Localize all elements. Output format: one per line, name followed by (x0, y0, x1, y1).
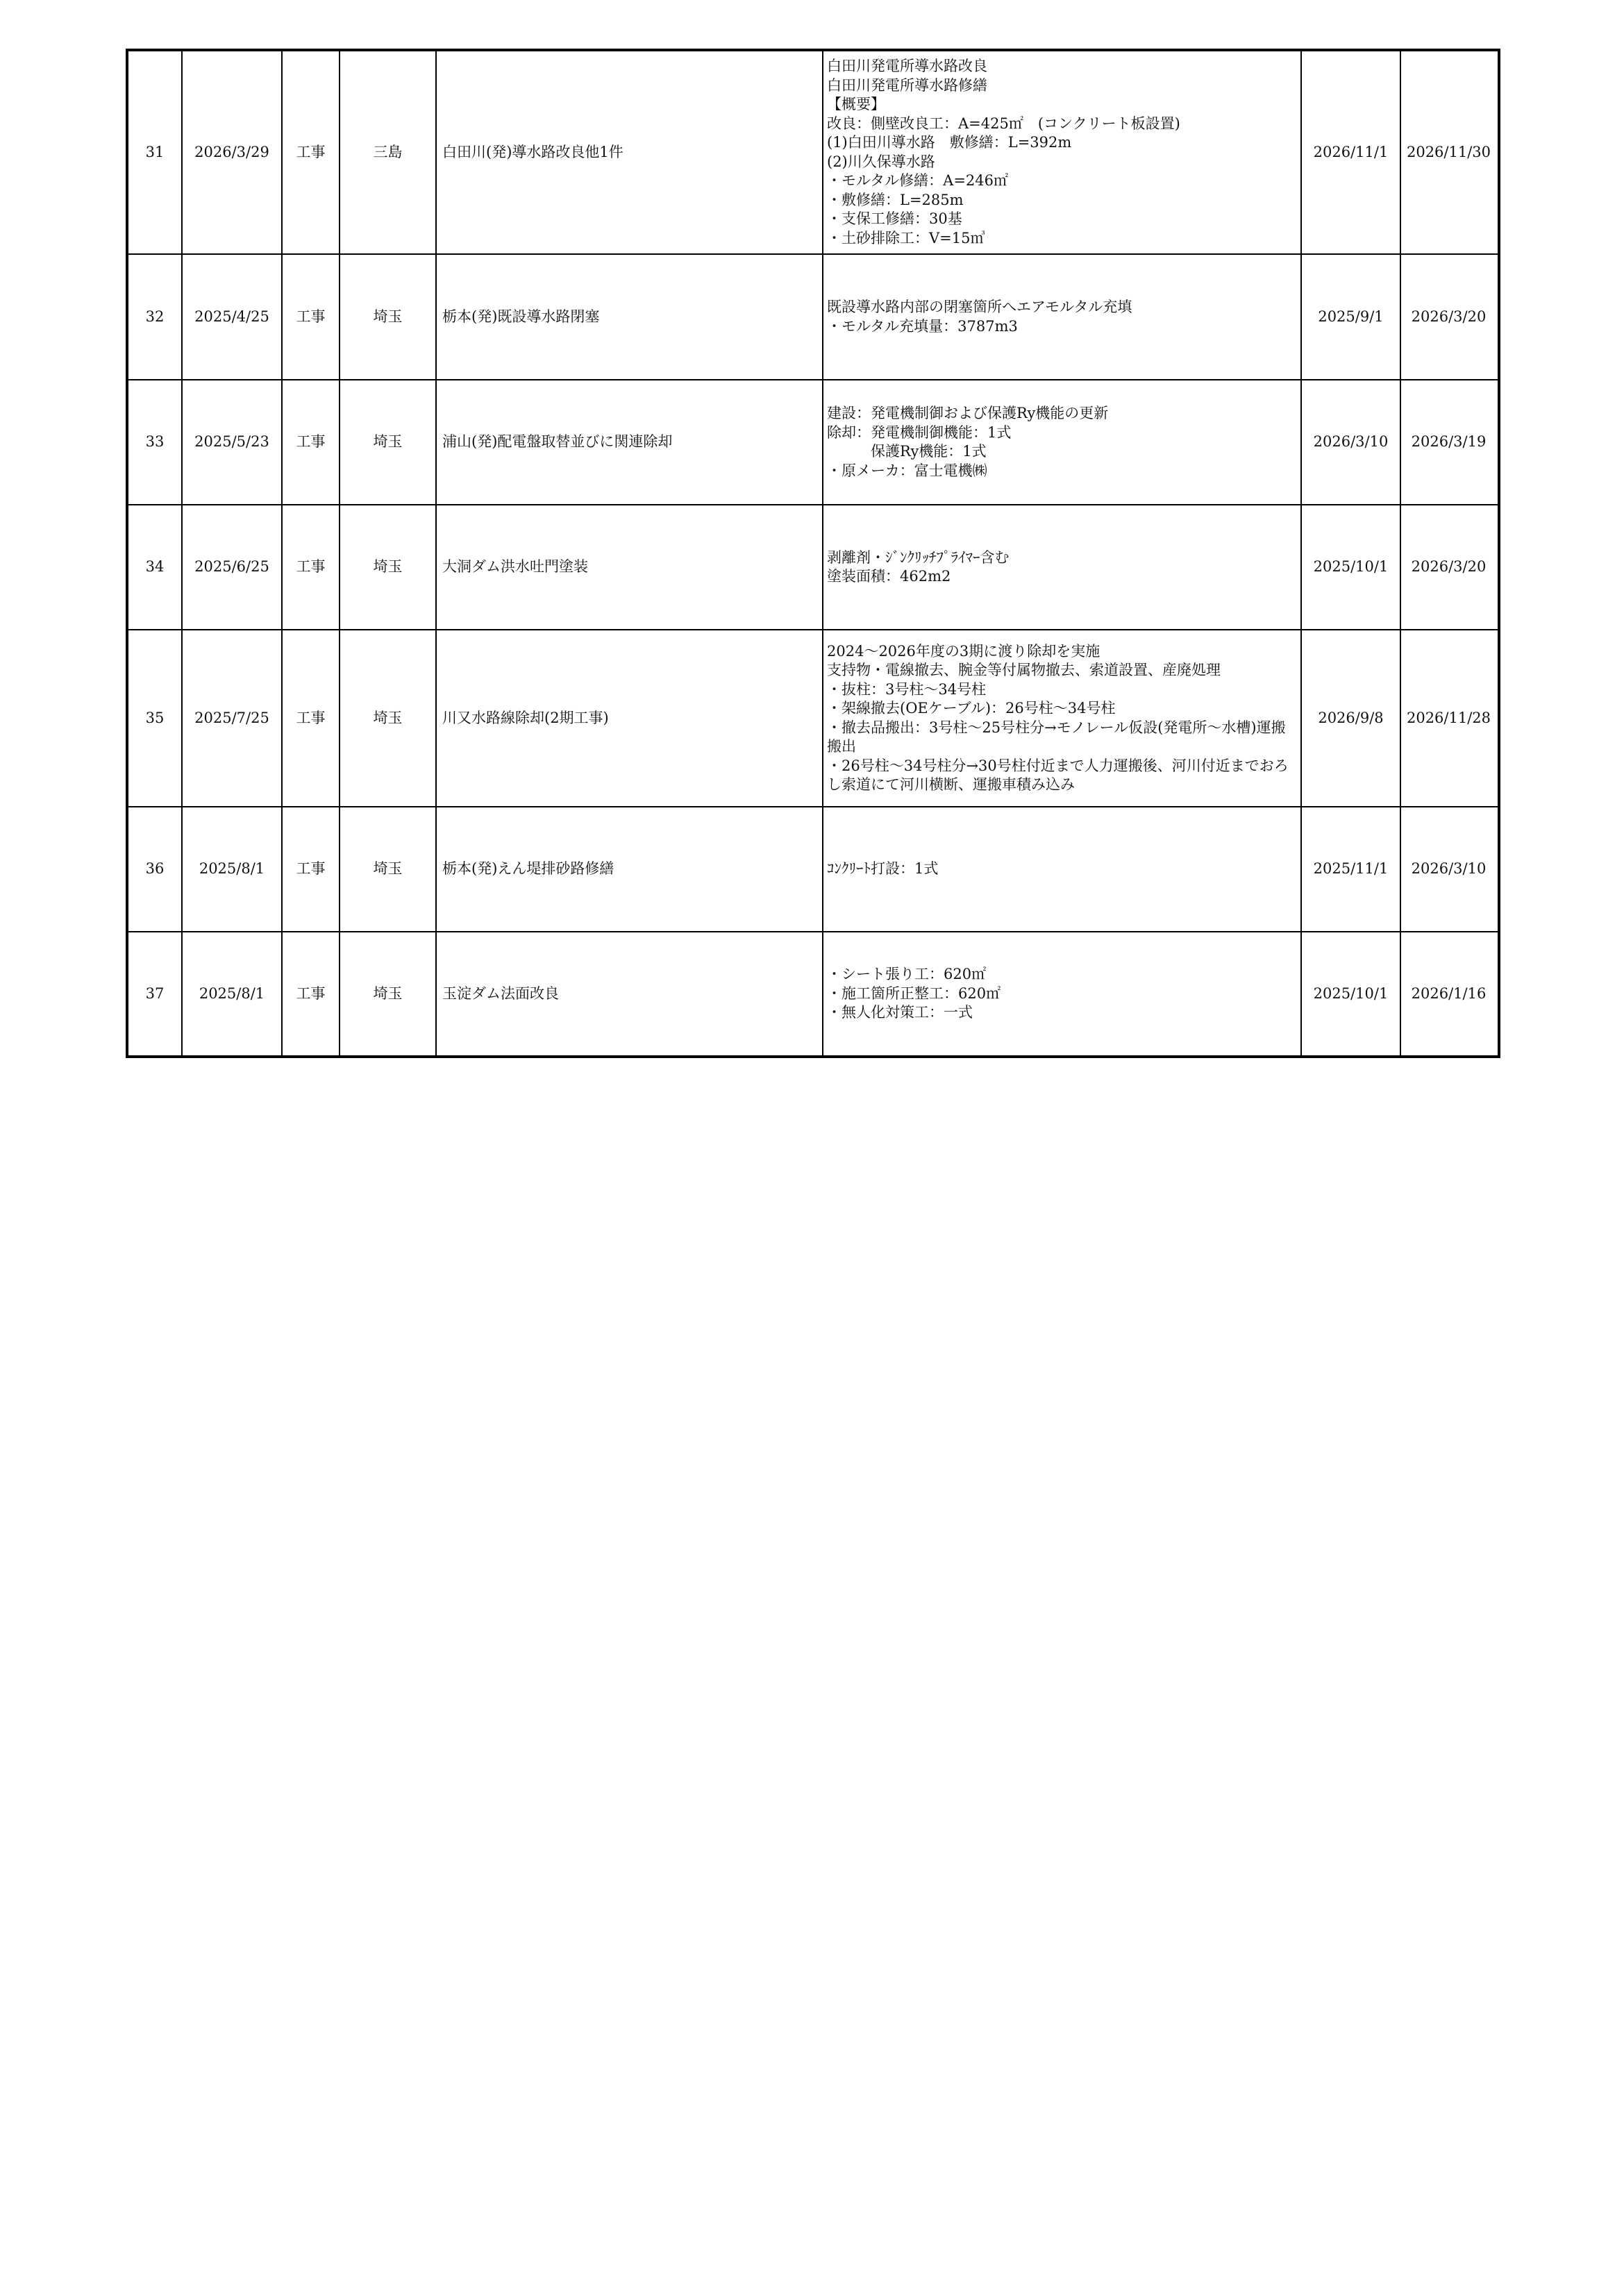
project-name-cell: 玉淀ダム法面改良 (436, 932, 823, 1057)
project-detail-cell: 建設：発電機制御および保護Ry機能の更新 除却：発電機制御機能：1式 保護Ry機能：1式 ・原メーカ：富士電機㈱ (823, 380, 1301, 505)
project-name-cell: 栃本(発)既設導水路閉塞 (436, 254, 823, 380)
start-date-cell: 2025/10/1 (1301, 932, 1400, 1057)
row-number-cell: 35 (127, 630, 182, 807)
work-type-cell: 工事 (282, 807, 340, 932)
area-name-cell: 埼玉 (340, 505, 436, 630)
project-detail-cell: ｺﾝｸﾘｰﾄ打設：1式 (823, 807, 1301, 932)
project-detail-cell: 剥離剤・ｼﾞﾝｸﾘｯﾁﾌﾟﾗｲﾏｰ含む 塗装面積：462m2 (823, 505, 1301, 630)
project-name-cell: 川又水路線除却(2期工事) (436, 630, 823, 807)
project-detail-cell: ・シート張り工：620㎡ ・施工箇所正整工：620㎡ ・無人化対策工：一式 (823, 932, 1301, 1057)
registration-date-cell: 2026/3/29 (182, 50, 282, 254)
project-name-cell: 栃本(発)えん堤排砂路修繕 (436, 807, 823, 932)
registration-date-cell: 2025/8/1 (182, 807, 282, 932)
table-row (127, 932, 1499, 1057)
project-detail-cell: 2024～2026年度の3期に渡り除却を実施 支持物・電線撤去、腕金等付属物撤去、索道設置、産廃処理 ・抜柱：3号柱～34号柱 ・架線撤去(OEケーブル)：26号柱～34号柱 ・撤去品搬出：3号柱～25号柱分→モノレール仮設(発電所～水槽)運搬搬出 ・26号柱～34号柱分→30号柱付近まで人力運搬後、河川付近までおろし索道にて河川横断、運搬車積み込み (823, 630, 1301, 807)
registration-date-cell: 2025/6/25 (182, 505, 282, 630)
table-row (127, 807, 1499, 932)
table-row (127, 254, 1499, 380)
work-type-cell: 工事 (282, 932, 340, 1057)
end-date-cell: 2026/3/10 (1400, 807, 1499, 932)
row-number-cell: 32 (127, 254, 182, 380)
work-type-cell: 工事 (282, 630, 340, 807)
registration-date-cell: 2025/5/23 (182, 380, 282, 505)
table-row (127, 630, 1499, 807)
project-name-cell: 浦山(発)配電盤取替並びに関連除却 (436, 380, 823, 505)
start-date-cell: 2025/9/1 (1301, 254, 1400, 380)
row-number-cell: 34 (127, 505, 182, 630)
registration-date-cell: 2025/8/1 (182, 932, 282, 1057)
table-row (127, 505, 1499, 630)
end-date-cell: 2026/3/20 (1400, 254, 1499, 380)
project-detail-cell: 既設導水路内部の閉塞箇所へエアモルタル充填 ・モルタル充填量：3787m3 (823, 254, 1301, 380)
row-number-cell: 31 (127, 50, 182, 254)
project-name-cell: 白田川(発)導水路改良他1件 (436, 50, 823, 254)
area-name-cell: 埼玉 (340, 630, 436, 807)
registration-date-cell: 2025/4/25 (182, 254, 282, 380)
end-date-cell: 2026/11/28 (1400, 630, 1499, 807)
row-number-cell: 33 (127, 380, 182, 505)
end-date-cell: 2026/1/16 (1400, 932, 1499, 1057)
row-number-cell: 37 (127, 932, 182, 1057)
work-type-cell: 工事 (282, 50, 340, 254)
area-name-cell: 埼玉 (340, 807, 436, 932)
area-name-cell: 埼玉 (340, 254, 436, 380)
project-name-cell: 大洞ダム洪水吐門塗装 (436, 505, 823, 630)
start-date-cell: 2026/9/8 (1301, 630, 1400, 807)
end-date-cell: 2026/11/30 (1400, 50, 1499, 254)
start-date-cell: 2026/3/10 (1301, 380, 1400, 505)
end-date-cell: 2026/3/20 (1400, 505, 1499, 630)
table-row (127, 50, 1499, 254)
area-name-cell: 埼玉 (340, 932, 436, 1057)
start-date-cell: 2025/10/1 (1301, 505, 1400, 630)
table-row (127, 380, 1499, 505)
start-date-cell: 2025/11/1 (1301, 807, 1400, 932)
work-type-cell: 工事 (282, 380, 340, 505)
area-name-cell: 三島 (340, 50, 436, 254)
row-number-cell: 36 (127, 807, 182, 932)
work-type-cell: 工事 (282, 505, 340, 630)
table-body (127, 50, 1499, 1057)
end-date-cell: 2026/3/19 (1400, 380, 1499, 505)
registration-date-cell: 2025/7/25 (182, 630, 282, 807)
start-date-cell: 2026/11/1 (1301, 50, 1400, 254)
area-name-cell: 埼玉 (340, 380, 436, 505)
construction-schedule-table (126, 49, 1500, 1058)
work-type-cell: 工事 (282, 254, 340, 380)
project-detail-cell: 白田川発電所導水路改良 白田川発電所導水路修繕 【概要】 改良：側壁改良工：A=425㎡ (コンクリート板設置) (1)白田川導水路 敷修繕：L=392m (2)川久保導水路 ・モルタル修繕：A=246㎡ ・敷修繕：L=285m ・支保工修繕：30基 ・土砂排除工：V=15㎥ (823, 50, 1301, 254)
